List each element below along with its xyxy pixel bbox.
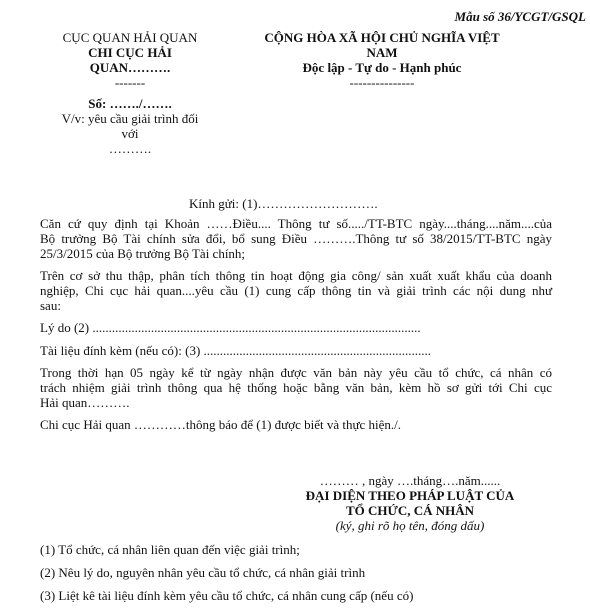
national-rule: --------------- xyxy=(349,75,415,90)
agency-header xyxy=(40,30,220,156)
paragraph-deadline-line2: trách nhiệm giải trình thông qua hệ thống hoặc bằng văn bản, kèm hồ sơ gửi tới Chi cục xyxy=(40,380,552,395)
paragraph-legal-basis-line3: 25/3/2015 của Bộ trưởng Bộ Tài chính; xyxy=(40,246,246,261)
paragraph-legal-basis-line1: Căn cứ quy định tại Khoản ……Điều.... Thông tư số...../TT-BTC ngày....tháng....năm....của xyxy=(40,216,552,231)
recipient-line: Kính gửi: (1)………………………. xyxy=(189,196,378,211)
signature-date: ……… , ngày ….tháng….năm...... xyxy=(319,473,501,488)
agency-parent: CỤC QUAN HẢI QUAN xyxy=(62,30,198,45)
agency-rule: ------- xyxy=(114,75,146,90)
footnote-2: (2) Nêu lý do, nguyên nhân yêu cầu tổ chức, cá nhân giải trình xyxy=(40,565,366,580)
document-number: Số: ……./……. xyxy=(88,96,172,111)
footnotes xyxy=(40,542,560,603)
subject-line2: với xyxy=(121,126,139,141)
paragraph-basis-line2: nghiệp, Chi cục hải quan....yêu cầu (1) cung cấp thông tin và giải trình các nội dung như xyxy=(40,283,552,298)
paragraph-notice: Chi cục Hải quan …………thông báo để (1) được biết và thực hiện./. xyxy=(40,417,402,432)
attachment-line: Tài liệu đính kèm (nếu có): (3) ...................................................................... xyxy=(40,343,432,358)
national-motto: Độc lập - Tự do - Hạnh phúc xyxy=(302,60,462,75)
agency-branch-line1: CHI CỤC HẢI xyxy=(88,45,172,60)
paragraph-deadline-line3: Hải quan………. xyxy=(40,395,130,410)
national-header xyxy=(232,30,532,90)
signature-note: (ký, ghi rõ họ tên, đóng dấu) xyxy=(335,518,485,533)
signature-title-line1: ĐẠI DIỆN THEO PHÁP LUẬT CỦA xyxy=(305,488,515,503)
footnote-1: (1) Tổ chức, cá nhân liên quan đến việc giải trình; xyxy=(40,542,300,557)
paragraph-basis-line3: sau: xyxy=(40,298,61,313)
paragraph-basis-line1: Trên cơ sở thu thập, phân tích thông tin hoạt động gia công/ sản xuất xuất khẩu của doanh xyxy=(40,268,552,283)
reason-line: Lý do (2) ..................................................................................................... xyxy=(40,320,421,335)
national-title-line2: NAM xyxy=(366,45,398,60)
paragraph-deadline-line1: Trong thời hạn 05 ngày kể từ ngày nhận được văn bản này yêu cầu tổ chức, cá nhân có xyxy=(40,365,552,380)
signature-block xyxy=(270,473,550,533)
paragraph-legal-basis-line2: Bộ trưởng Bộ Tài chính sửa đổi, bổ sung Điều ……….Thông tư số 38/2015/TT-BTC ngày xyxy=(40,231,552,246)
subject-line1: V/v: yêu cầu giải trình đối xyxy=(61,111,199,126)
agency-branch-line2: QUAN………. xyxy=(89,60,171,75)
form-number: Mẫu số 36/YCGT/GSQL xyxy=(454,9,586,24)
subject-line3: ………. xyxy=(108,141,152,156)
document-body xyxy=(40,216,552,432)
footnote-3: (3) Liệt kê tài liệu đính kèm yêu cầu tổ chức, cá nhân cung cấp (nếu có) xyxy=(40,588,414,603)
national-title-line1: CỘNG HÒA XÃ HỘI CHỦ NGHĨA VIỆT xyxy=(264,30,500,45)
signature-title-line2: TỔ CHỨC, CÁ NHÂN xyxy=(345,503,475,518)
